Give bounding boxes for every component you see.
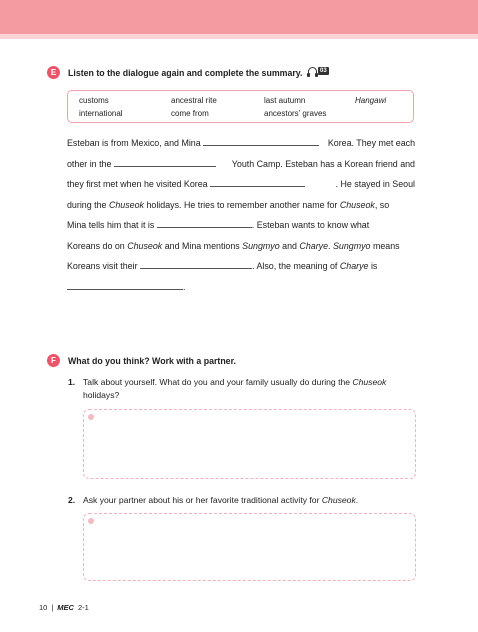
answer-box-1[interactable] [83, 409, 416, 479]
bullet-dot [88, 414, 94, 420]
summary-paragraph: Esteban is from Mexico, and Mina Korea. They met each other in the Youth Camp. Esteban has a Korean friend and they first met when he visited Korea . He stayed in Seoul during the Chuseok holidays. He tries to remember another name for Chuseok, so Mina tells him that it is . Esteban wants to know what Koreans do on Chuseok and Mina mentions Sungmyo and Charye. Sungmyo means Koreans visit their . Also, the meaning of Charye is . [67, 133, 415, 297]
question-1-number: 1. [68, 377, 76, 387]
blank-3[interactable] [210, 176, 305, 187]
header-band [0, 0, 478, 34]
header-stripe [0, 34, 478, 39]
page-footer [39, 603, 89, 612]
page-number: 10 [39, 603, 48, 612]
word-bank-item: ancestors’ graves [264, 109, 327, 118]
section-f-instruction: What do you think? Work with a partner. [68, 356, 236, 366]
blank-6[interactable] [67, 279, 183, 290]
blank-1[interactable] [203, 135, 319, 146]
question-1-text: Talk about yourself. What do you and your family usually do during the Chuseok holidays? [83, 377, 387, 400]
question-2-text: Ask your partner about his or her favorite traditional activity for Chuseok. [83, 495, 359, 505]
headphone-icon [308, 67, 317, 75]
section-e-badge: E [47, 66, 60, 79]
section-f-badge: F [47, 354, 60, 367]
blank-4[interactable] [157, 217, 252, 228]
section-e-instruction: Listen to the dialogue again and complete the summary. [68, 68, 303, 78]
level-label: 2-1 [77, 603, 89, 612]
word-bank [67, 90, 414, 123]
track-number: 03 [320, 68, 327, 74]
word-bank-item: come from [171, 109, 209, 118]
word-bank-item: last autumn [264, 96, 306, 105]
audio-track[interactable] [308, 67, 329, 75]
word-bank-item: customs [79, 96, 109, 105]
blank-2[interactable] [114, 156, 216, 167]
word-bank-item: Hangawi [355, 96, 387, 105]
answer-box-2[interactable] [83, 513, 416, 581]
blank-5[interactable] [140, 258, 252, 269]
word-bank-item: international [79, 109, 123, 118]
word-bank-item: ancestral rite [171, 96, 217, 105]
bullet-dot [88, 518, 94, 524]
brand-logo: MEC [57, 603, 74, 612]
question-2-number: 2. [68, 495, 76, 505]
footer-separator: | [51, 603, 54, 612]
